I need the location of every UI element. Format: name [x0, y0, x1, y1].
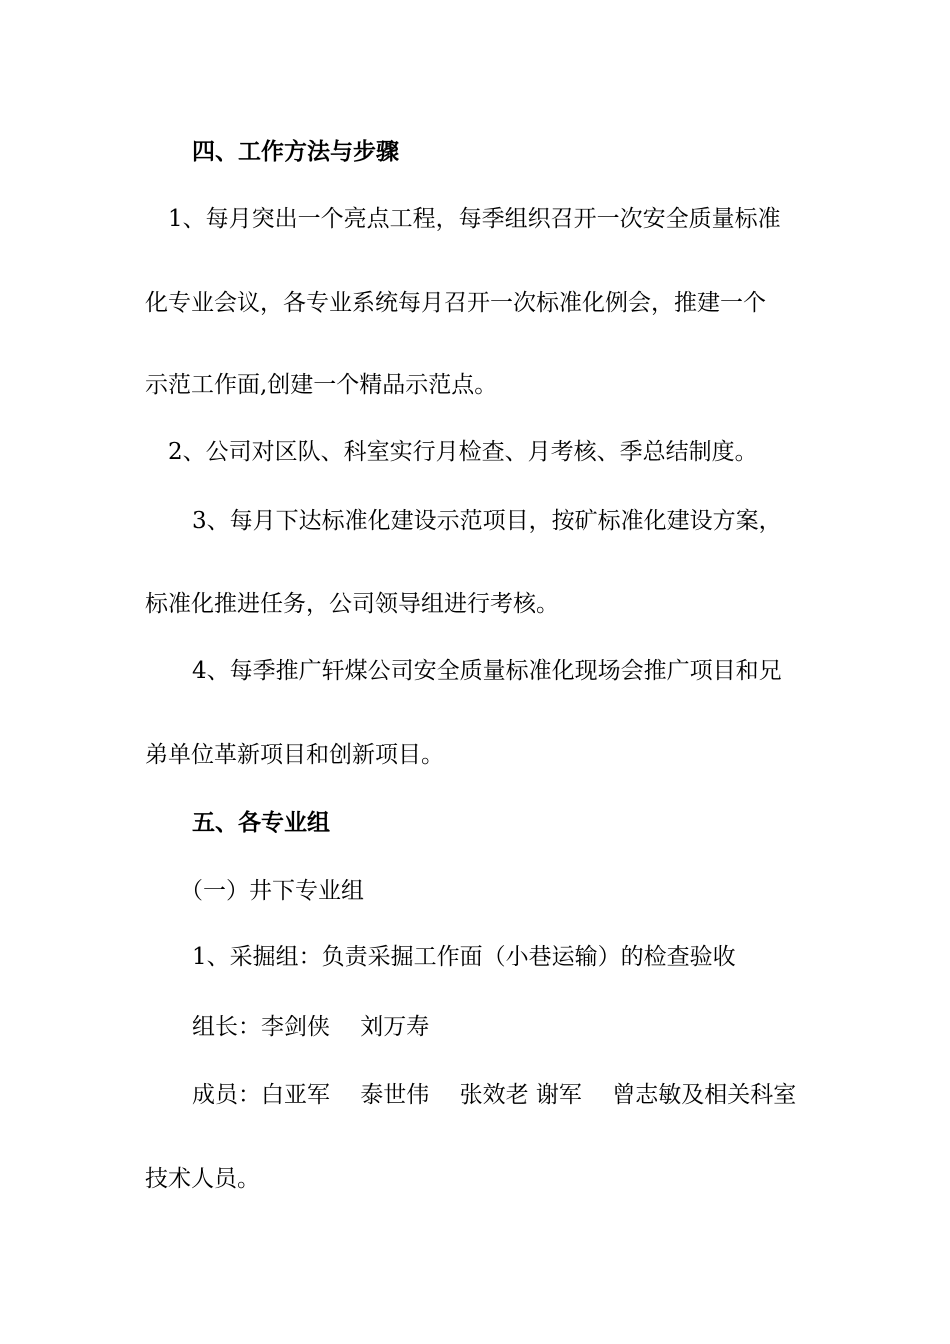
- section-4-heading: 四、工作方法与步骤: [192, 138, 399, 165]
- mining-group-members-line-2: 技术人员。: [145, 1166, 260, 1192]
- item-4-line-1: 4、每季推广轩煤公司安全质量标准化现场会推广项目和兄: [192, 658, 782, 684]
- section-5-heading: 五、各专业组: [192, 809, 330, 836]
- item-1-line-2: 化专业会议，各专业系统每月召开一次标准化例会，推建一个: [145, 290, 766, 316]
- item-1-line-3: 示范工作面,创建一个精品示范点。: [145, 372, 498, 398]
- mining-group-leaders: 组长：李剑侠 刘万寿: [192, 1014, 430, 1040]
- underground-group-subheading: （一）井下专业组: [180, 878, 364, 904]
- mining-group-title: 1、采掘组：负责采掘工作面（小巷运输）的检查验收: [192, 944, 736, 970]
- mining-group-members-line-1: 成员：白亚军 泰世伟 张效老 谢军 曾志敏及相关科室: [192, 1082, 797, 1108]
- item-2-line-1: 2、公司对区队、科室实行月检查、月考核、季总结制度。: [168, 439, 758, 465]
- item-3-line-2: 标准化推进任务，公司领导组进行考核。: [145, 591, 559, 617]
- item-1-line-1: 1、每月突出一个亮点工程，每季组织召开一次安全质量标准: [168, 206, 781, 232]
- item-3-line-1: 3、每月下达标准化建设示范项目，按矿标准化建设方案，: [192, 508, 782, 534]
- item-4-line-2: 弟单位革新项目和创新项目。: [145, 742, 444, 768]
